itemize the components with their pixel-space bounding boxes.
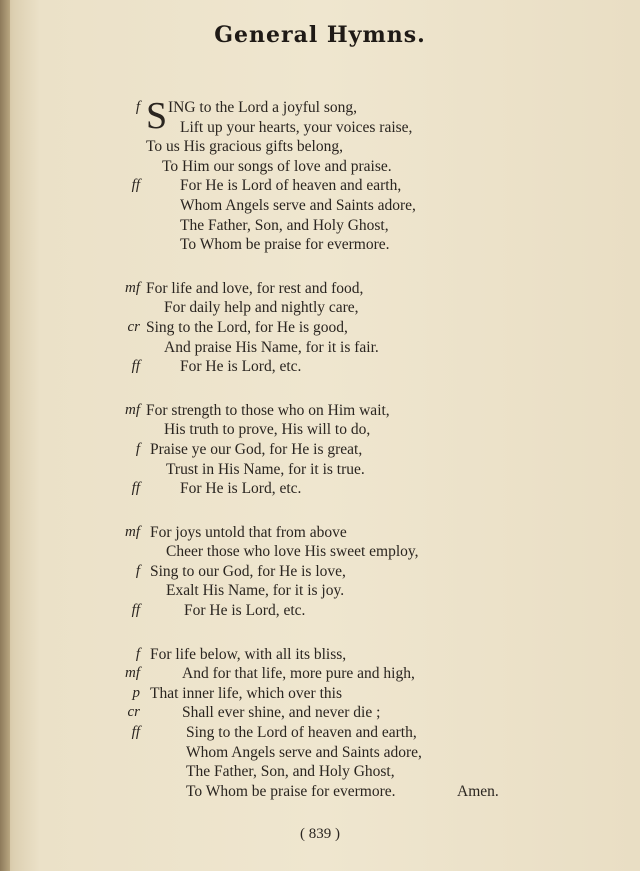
hymn-line: [120, 420, 520, 440]
hymn-line-text: Exalt His Name, for it is joy.: [166, 582, 345, 600]
hymn-line: [120, 723, 520, 743]
hymn-line-text: To Whom be praise for evermore.: [186, 782, 396, 800]
hymn-line: [120, 703, 520, 723]
hymn-line: [120, 216, 520, 236]
hymn-line-text: For life and love, for rest and food,: [146, 279, 364, 297]
hymn-line: [120, 338, 520, 358]
hymn-line-text: To Him our songs of love and praise.: [162, 157, 392, 175]
hymn-line-text: For daily help and nightly care,: [164, 299, 359, 317]
hymn-line-text: For life below, with all its bliss,: [150, 645, 347, 663]
hymn-line: [120, 440, 520, 460]
hymn-line-text: And for that life, more pure and high,: [182, 665, 415, 683]
dynamic-marking: mf: [125, 279, 140, 296]
hymn-line-text: The Father, Son, and Holy Ghost,: [180, 216, 389, 234]
dynamic-marking: f: [135, 562, 140, 579]
hymn-line: [120, 479, 520, 499]
hymn-line: [120, 401, 520, 421]
dynamic-marking: f: [135, 99, 140, 115]
hymn-line: [120, 196, 520, 216]
dynamic-marking: cr: [127, 318, 140, 335]
stanza-gap: [120, 621, 520, 645]
hymn-line-text: To us His gracious gifts belong,: [146, 138, 343, 156]
hymn-line: [120, 664, 520, 684]
hymn-line-text: Cheer those who love His sweet employ,: [166, 543, 419, 561]
hymn-line: [120, 782, 520, 802]
hymn-line: [120, 645, 520, 665]
hymn-line: [120, 743, 520, 763]
hymn-line: [120, 523, 520, 543]
hymn-line: [120, 318, 520, 338]
dynamic-marking: mf: [125, 523, 140, 540]
hymn-line: [120, 298, 520, 318]
amen-text: Amen.: [457, 782, 499, 800]
hymn-line: [120, 118, 520, 138]
hymn-line-text: For strength to those who on Him wait,: [146, 401, 390, 419]
hymn-line-text: His truth to prove, His will to do,: [164, 421, 371, 439]
dynamic-marking: f: [135, 440, 140, 457]
hymn-line-text: Shall ever shine, and never die ;: [182, 704, 381, 722]
hymn-line-text: To Whom be praise for evermore.: [180, 236, 390, 254]
hymn-line-text: Lift up your hearts, your voices raise,: [180, 118, 413, 136]
hymn-line-text: For He is Lord of heaven and earth,: [180, 177, 402, 195]
hymn-line-text: For joys untold that from above: [150, 523, 347, 541]
hymn-line-text: Praise ye our God, for He is great,: [150, 440, 363, 458]
dynamic-marking: mf: [125, 665, 140, 682]
hymn-line-text: And praise His Name, for it is fair.: [164, 338, 379, 356]
hymn-line: [120, 157, 520, 177]
hymn-line-text: Whom Angels serve and Saints adore,: [186, 743, 422, 761]
hymn-line-text: Trust in His Name, for it is true.: [166, 460, 365, 478]
dynamic-marking: ff: [131, 602, 140, 619]
page-title: General Hymns.: [214, 22, 426, 48]
hymn-line: [120, 562, 520, 582]
hymn-line-text: For He is Lord, etc.: [180, 480, 302, 498]
hymn-line-text: That inner life, which over this: [150, 684, 342, 702]
stanza-gap: [120, 377, 520, 401]
hymn-line: [120, 684, 520, 704]
hymn-line: [120, 137, 520, 157]
hymn-line-text: The Father, Son, and Holy Ghost,: [186, 763, 395, 781]
hymn-line: [120, 542, 520, 562]
hymn-line-text: Sing to the Lord of heaven and earth,: [186, 724, 417, 742]
hymn-line-text: ING to the Lord a joyful song,: [168, 99, 357, 116]
hymn-line: [120, 279, 520, 299]
hymn-line: [120, 357, 520, 377]
dynamic-marking: cr: [127, 704, 140, 721]
hymn-line-text: For He is Lord, etc.: [180, 358, 302, 376]
dynamic-marking: mf: [125, 401, 140, 418]
dynamic-marking: ff: [131, 480, 140, 497]
dynamic-marking: ff: [131, 358, 140, 375]
hymn-line-text: For He is Lord, etc.: [184, 602, 306, 620]
dynamic-marking: f: [135, 645, 140, 662]
hymn-line-text: Sing to the Lord, for He is good,: [146, 318, 348, 336]
hymn-text: [120, 95, 520, 801]
hymn-line: [120, 235, 520, 255]
hymn-line-text: Whom Angels serve and Saints adore,: [180, 196, 416, 214]
stanza-gap: [120, 255, 520, 279]
hymn-line: [120, 460, 520, 480]
hymn-line: [120, 762, 520, 782]
stanza-gap: [120, 499, 520, 523]
hymn-line: [120, 176, 520, 196]
dynamic-marking: ff: [131, 177, 140, 194]
hymn-line: [120, 581, 520, 601]
drop-cap: S: [146, 95, 168, 137]
page-number: ( 839 ): [300, 826, 340, 842]
dynamic-marking: ff: [131, 724, 140, 741]
hymn-line: [120, 601, 520, 621]
book-spine-shadow: [0, 0, 10, 871]
hymn-line-text: Sing to our God, for He is love,: [150, 562, 346, 580]
dynamic-marking: p: [132, 684, 140, 701]
